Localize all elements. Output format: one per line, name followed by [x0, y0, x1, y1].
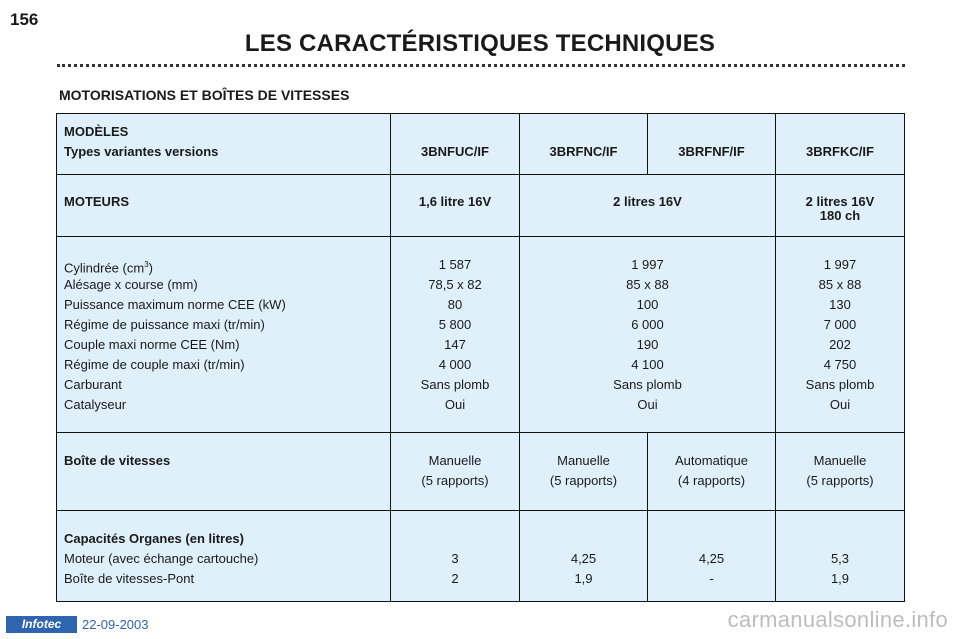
gearbox-ratios: (5 rapports) — [806, 473, 874, 488]
motors-label-cell — [57, 175, 391, 237]
spec-value: Sans plomb — [805, 377, 875, 392]
type-label: 3BRFKC/IF — [806, 144, 874, 159]
type-label: 3BNFUC/IF — [421, 144, 489, 159]
gearbox-type: Manuelle — [813, 453, 867, 468]
spec-value: 7 000 — [823, 317, 857, 332]
spec-value: 147 — [444, 337, 466, 352]
capacity-label: Moteur (avec échange cartouche) — [64, 551, 259, 566]
models-label: MODÈLES — [64, 124, 129, 139]
motors-label: MOTEURS — [64, 194, 129, 209]
spec-value: 78,5 x 82 — [428, 277, 482, 292]
spec-label: Catalyseur — [64, 397, 127, 412]
spec-label: Alésage x course (mm) — [64, 277, 198, 292]
spec-value: 85 x 88 — [818, 277, 862, 292]
capacities-label: Capacités Organes (en litres) — [64, 531, 244, 546]
spec-values-col-1 — [391, 237, 520, 433]
watermark: carmanualsonline.info — [727, 607, 948, 632]
spec-value: 1 997 — [631, 257, 664, 272]
type-cell-3 — [648, 114, 776, 175]
gearbox-cell-1 — [391, 433, 520, 511]
motors-row — [57, 175, 905, 237]
gearbox-ratios: (4 rapports) — [677, 473, 746, 488]
spec-value: 4 750 — [823, 357, 857, 372]
dotted-divider — [57, 64, 905, 67]
capacity-label: Boîte de vitesses-Pont — [64, 571, 195, 586]
spec-label: Cylindrée $(cm^3)$ — [64, 260, 153, 276]
spec-value: Oui — [444, 397, 466, 412]
gearbox-ratios: (5 rapports) — [549, 473, 618, 488]
gearbox-cell-4 — [776, 433, 905, 511]
spec-label: Régime de couple maxi (tr/min) — [64, 357, 245, 372]
gearbox-cell-2 — [520, 433, 648, 511]
models-header-cell — [57, 114, 391, 175]
capacity-engine: 4,25 — [698, 551, 725, 566]
type-cell-2 — [520, 114, 648, 175]
capacity-engine: 4,25 — [570, 551, 597, 566]
motor-cell-2-3 — [520, 175, 776, 237]
gearbox-row — [57, 433, 905, 511]
capacity-engine: 3 — [451, 551, 459, 566]
spec-value: 1 997 — [823, 257, 857, 272]
motor-cell-1 — [391, 175, 520, 237]
gearbox-type: Automatique — [675, 453, 748, 468]
capacity-gearbox: 2 — [451, 571, 459, 586]
motor-value: 2 litres 16V — [805, 194, 875, 209]
capacity-cell-2 — [520, 511, 648, 602]
specs-row — [57, 237, 905, 433]
capacity-cell-1 — [391, 511, 520, 602]
motor-cell-4 — [776, 175, 905, 237]
type-label: 3BRFNF/IF — [678, 144, 745, 159]
spec-label: Couple maxi norme CEE (Nm) — [64, 337, 240, 352]
spec-value: 100 — [636, 297, 659, 312]
spec-value: 6 000 — [631, 317, 664, 332]
type-label: 3BRFNC/IF — [549, 144, 618, 159]
section-title: MOTORISATIONS ET BOÎTES DE VITESSES — [59, 87, 350, 103]
spec-value: 190 — [636, 337, 659, 352]
spec-label: Puissance maximum norme CEE (kW) — [64, 297, 286, 312]
spec-labels-cell — [57, 237, 391, 433]
spec-value: Oui — [637, 397, 658, 412]
motor-power: 180 ch — [819, 208, 861, 223]
types-label: Types variantes versions — [64, 144, 219, 159]
page-number: 156 — [10, 10, 39, 29]
specifications-table — [56, 113, 905, 602]
capacity-engine: 5,3 — [830, 551, 850, 566]
capacity-cell-4 — [776, 511, 905, 602]
spec-values-col-2-3 — [520, 237, 776, 433]
gearbox-ratios: (5 rapports) — [421, 473, 489, 488]
gearbox-type: Manuelle — [557, 453, 610, 468]
spec-label: Carburant — [64, 377, 122, 392]
capacity-gearbox: 1,9 — [574, 571, 593, 586]
models-row — [57, 114, 905, 175]
spec-value: 5 800 — [438, 317, 472, 332]
spec-value: 4 100 — [631, 357, 664, 372]
footer-date: 22-09-2003 — [82, 617, 149, 632]
capacity-gearbox: 1,9 — [830, 571, 850, 586]
spec-value: 4 000 — [438, 357, 472, 372]
spec-value: Sans plomb — [420, 377, 490, 392]
type-cell-1 — [391, 114, 520, 175]
capacity-cell-3 — [648, 511, 776, 602]
gearbox-type: Manuelle — [428, 453, 482, 468]
spec-value: Oui — [829, 397, 851, 412]
spec-values-col-4 — [776, 237, 905, 433]
motor-value: 2 litres 16V — [613, 194, 682, 209]
gearbox-label: Boîte de vitesses — [64, 453, 171, 468]
capacities-label-cell — [57, 511, 391, 602]
capacity-gearbox: - — [709, 571, 714, 586]
page-title: LES CARACTÉRISTIQUES TECHNIQUES — [244, 30, 716, 57]
spec-value: 80 — [447, 297, 463, 312]
type-cell-4 — [776, 114, 905, 175]
spec-value: 130 — [829, 297, 851, 312]
gearbox-label-cell — [57, 433, 391, 511]
motor-value: 1,6 litre 16V — [418, 194, 492, 209]
capacities-row — [57, 511, 905, 602]
spec-value: 202 — [829, 337, 851, 352]
spec-label: Régime de puissance maxi (tr/min) — [64, 317, 265, 332]
infotec-logo: Infotec — [6, 616, 77, 633]
spec-value: Sans plomb — [613, 377, 682, 392]
gearbox-cell-3 — [648, 433, 776, 511]
spec-value: 1 587 — [438, 257, 472, 272]
spec-value: 85 x 88 — [626, 277, 669, 292]
